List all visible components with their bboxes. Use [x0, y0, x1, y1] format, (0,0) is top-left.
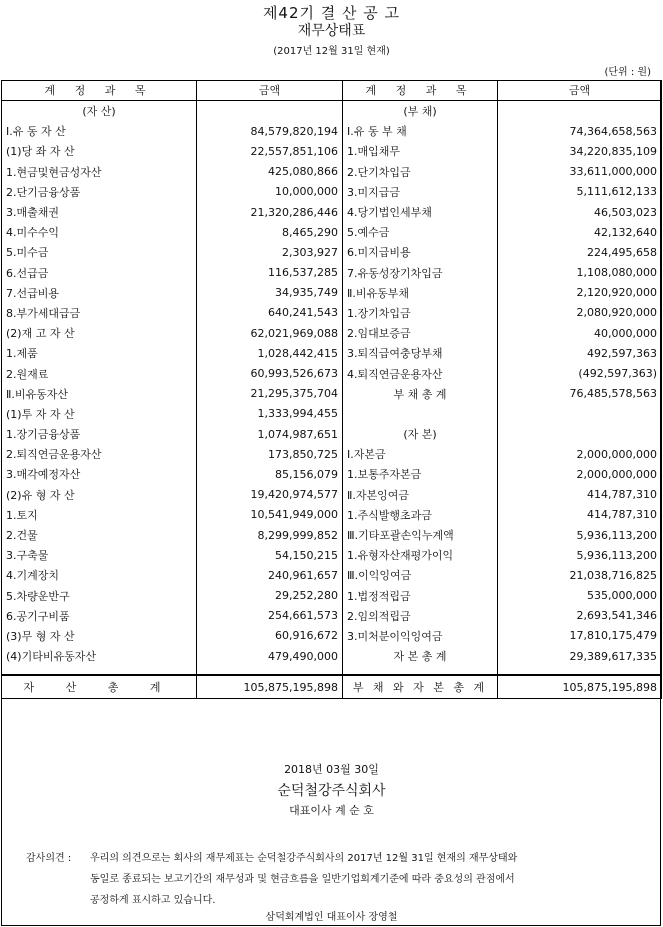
amount-left: 34,935,749 — [197, 283, 343, 303]
account-left: 2.건물 — [2, 525, 197, 545]
account-left: 5.차량운반구 — [2, 586, 197, 606]
amount-left: 479,490,000 — [197, 646, 343, 666]
amount-left — [197, 101, 343, 122]
table-row — [2, 404, 662, 424]
account-right: Ⅲ.기타포괄손익누계액 — [343, 525, 498, 545]
account-right: 3.퇴직급여충당부채 — [343, 343, 498, 363]
account-left: 3.구축물 — [2, 545, 197, 565]
table-row — [2, 323, 662, 343]
col-header-account-right: 계 정 과 목 — [343, 80, 498, 101]
notice-date: 2018년 03월 30일 — [284, 763, 379, 776]
table-row — [2, 565, 662, 585]
amount-left: 21,295,375,704 — [197, 384, 343, 404]
amount-right — [498, 424, 662, 444]
amount-right: 17,810,175,479 — [498, 626, 662, 646]
amount-left: 84,579,820,194 — [197, 121, 343, 141]
amount-left: 173,850,725 — [197, 444, 343, 464]
audit-line-1: 우리의 의견으로는 회사의 재무제표는 순덕철강주식회사의 2017년 12월 31일 현재의 재무상태와 — [90, 853, 518, 864]
amount-right: 33,611,000,000 — [498, 162, 662, 182]
account-right: 1.매입채무 — [343, 141, 498, 161]
account-left: 1.현금및현금성자산 — [2, 162, 197, 182]
amount-right: 29,389,617,335 — [498, 646, 662, 666]
amount-left: 1,333,994,455 — [197, 404, 343, 424]
amount-left: 62,021,969,088 — [197, 323, 343, 343]
account-right: 1.장기차입금 — [343, 303, 498, 323]
account-right: Ⅰ.자본금 — [343, 444, 498, 464]
account-left: (4)기타비유동자산 — [2, 646, 197, 666]
amount-right: 2,120,920,000 — [498, 283, 662, 303]
amount-left: 54,150,215 — [197, 545, 343, 565]
amount-right — [498, 101, 662, 122]
amount-left: 1,028,442,415 — [197, 343, 343, 363]
account-left: 6.선급금 — [2, 263, 197, 283]
total-liab-equity-amount: 105,875,195,898 — [498, 675, 662, 699]
auditor-name: 삼덕회계법인 대표이사 장영철 — [265, 912, 398, 923]
col-header-account-left: 계 정 과 목 — [2, 80, 197, 101]
amount-left: 2,303,927 — [197, 242, 343, 262]
statement-date: (2017년 12월 31일 현재) — [273, 46, 390, 57]
amount-right: 535,000,000 — [498, 586, 662, 606]
account-left: 6.공기구비품 — [2, 606, 197, 626]
amount-left: 640,241,543 — [197, 303, 343, 323]
col-header-amount-right: 금액 — [498, 80, 662, 101]
amount-right: 2,000,000,000 — [498, 444, 662, 464]
table-row — [2, 202, 662, 222]
account-right: 4.당기법인세부채 — [343, 202, 498, 222]
account-right — [343, 404, 498, 424]
table-row — [2, 283, 662, 303]
table-row — [2, 586, 662, 606]
account-left: (자 산) — [2, 101, 197, 122]
amount-right: 414,787,310 — [498, 505, 662, 525]
account-left: (2)유 형 자 산 — [2, 485, 197, 505]
table-row — [2, 444, 662, 464]
amount-right: 5,936,113,200 — [498, 545, 662, 565]
account-left: 4.기계장치 — [2, 565, 197, 585]
amount-left: 8,465,290 — [197, 222, 343, 242]
amount-left: 254,661,573 — [197, 606, 343, 626]
amount-right: 21,038,716,825 — [498, 565, 662, 585]
amount-right: 42,132,640 — [498, 222, 662, 242]
amount-left: 19,420,974,577 — [197, 485, 343, 505]
table-row — [2, 606, 662, 626]
amount-left: 22,557,851,106 — [197, 141, 343, 161]
account-left: (1)당 좌 자 산 — [2, 141, 197, 161]
amount-left: 8,299,999,852 — [197, 525, 343, 545]
company-name: 순덕철강주식회사 — [277, 783, 386, 799]
table-row — [2, 162, 662, 182]
amount-left: 425,080,866 — [197, 162, 343, 182]
amount-right: 5,111,612,133 — [498, 182, 662, 202]
account-right: 3.미처분이익잉여금 — [343, 626, 498, 646]
amount-right: 224,495,658 — [498, 242, 662, 262]
account-left: 2.퇴직연금운용자산 — [2, 444, 197, 464]
account-right: 1.유형자산재평가이익 — [343, 545, 498, 565]
account-left: (3)무 형 자 산 — [2, 626, 197, 646]
amount-right: 46,503,023 — [498, 202, 662, 222]
amount-left: 1,074,987,651 — [197, 424, 343, 444]
amount-left: 85,156,079 — [197, 464, 343, 484]
statement-title: 재무상태표 — [297, 23, 366, 39]
account-right: Ⅱ.비유동부채 — [343, 283, 498, 303]
table-row — [2, 485, 662, 505]
amount-right: 74,364,658,563 — [498, 121, 662, 141]
table-row — [2, 263, 662, 283]
amount-left: 21,320,286,446 — [197, 202, 343, 222]
account-right: Ⅰ.유 동 부 채 — [343, 121, 498, 141]
amount-right: 2,080,920,000 — [498, 303, 662, 323]
account-right: 7.유동성장기차입금 — [343, 263, 498, 283]
account-left: 5.미수금 — [2, 242, 197, 262]
unit-label: (단위 : 원) — [604, 67, 651, 78]
audit-opinion — [26, 848, 650, 911]
audit-line-3: 공정하게 표시하고 있습니다. — [90, 895, 216, 906]
total-assets-label: 자 산 총 계 — [2, 675, 197, 699]
table-row — [2, 505, 662, 525]
table-row — [2, 525, 662, 545]
table-row — [2, 242, 662, 262]
amount-left: 60,916,672 — [197, 626, 343, 646]
notice-title: 제42기 결 산 공 고 — [262, 4, 401, 22]
amount-left: 116,537,285 — [197, 263, 343, 283]
table-row — [2, 101, 662, 122]
account-left: Ⅰ.유 동 자 산 — [2, 121, 197, 141]
account-right: 4.퇴직연금운용자산 — [343, 363, 498, 383]
account-right: 3.미지급금 — [343, 182, 498, 202]
account-right: 1.법정적립금 — [343, 586, 498, 606]
account-right: 1.주식발행초과금 — [343, 505, 498, 525]
table-row — [2, 343, 662, 363]
account-left: 1.제품 — [2, 343, 197, 363]
amount-right: 76,485,578,563 — [498, 384, 662, 404]
account-right: 2.임의적립금 — [343, 606, 498, 626]
account-right: 2.단기차입금 — [343, 162, 498, 182]
amount-left: 29,252,280 — [197, 586, 343, 606]
account-left: 1.장기금융상품 — [2, 424, 197, 444]
account-left: 7.선급비용 — [2, 283, 197, 303]
table-row — [2, 626, 662, 646]
amount-right: 2,693,541,346 — [498, 606, 662, 626]
spacer-row — [2, 666, 662, 675]
account-left: 3.매출채권 — [2, 202, 197, 222]
account-right: 2.임대보증금 — [343, 323, 498, 343]
amount-right: 2,000,000,000 — [498, 464, 662, 484]
account-left: 8.부가세대급금 — [2, 303, 197, 323]
table-row — [2, 182, 662, 202]
audit-label: 감사의견 : — [26, 853, 72, 864]
amount-right — [498, 404, 662, 424]
amount-left: 60,993,526,673 — [197, 363, 343, 383]
table-row — [2, 303, 662, 323]
table-row — [2, 545, 662, 565]
amount-right: 40,000,000 — [498, 323, 662, 343]
table-row — [2, 646, 662, 666]
account-right: 6.미지급비용 — [343, 242, 498, 262]
account-right: (자 본) — [343, 424, 498, 444]
amount-right: 5,936,113,200 — [498, 525, 662, 545]
total-assets-amount: 105,875,195,898 — [197, 675, 343, 699]
account-right: 5.예수금 — [343, 222, 498, 242]
amount-right: 492,597,363 — [498, 343, 662, 363]
audit-line-2: 동일로 종료되는 보고기간의 재무성과 및 현금흐름을 일반기업회계기준에 따라 중요성의 관점에서 — [90, 874, 515, 885]
total-liab-equity-label: 부 채 와 자 본 총 계 — [343, 675, 498, 699]
account-left: 3.매각예정자산 — [2, 464, 197, 484]
account-left: (1)투 자 자 산 — [2, 404, 197, 424]
totals-row — [2, 675, 662, 699]
amount-left: 10,541,949,000 — [197, 505, 343, 525]
account-right: Ⅲ.이익잉여금 — [343, 565, 498, 585]
amount-right: 34,220,835,109 — [498, 141, 662, 161]
account-left: 2.원재료 — [2, 363, 197, 383]
ceo-name: 대표이사 계 순 호 — [289, 804, 374, 817]
account-left: 1.토지 — [2, 505, 197, 525]
table-row — [2, 464, 662, 484]
account-left: 2.단기금융상품 — [2, 182, 197, 202]
amount-right: 1,108,080,000 — [498, 263, 662, 283]
account-left: Ⅱ.비유동자산 — [2, 384, 197, 404]
account-right: (부 채) — [343, 101, 498, 122]
table-row — [2, 222, 662, 242]
amount-left: 10,000,000 — [197, 182, 343, 202]
table-row — [2, 141, 662, 161]
table-row — [2, 363, 662, 383]
account-right: 부 채 총 계 — [343, 384, 498, 404]
amount-left: 240,961,657 — [197, 565, 343, 585]
account-right: Ⅱ.자본잉여금 — [343, 485, 498, 505]
account-right: 자 본 총 계 — [343, 646, 498, 666]
table-row — [2, 384, 662, 404]
amount-right: 414,787,310 — [498, 485, 662, 505]
table-row — [2, 424, 662, 444]
account-left: (2)재 고 자 산 — [2, 323, 197, 343]
table-header-row — [2, 80, 662, 101]
table-row — [2, 121, 662, 141]
account-left: 4.미수수익 — [2, 222, 197, 242]
balance-sheet-table — [1, 80, 662, 699]
col-header-amount-left: 금액 — [197, 80, 343, 101]
amount-right: (492,597,363) — [498, 363, 662, 383]
account-right: 1.보통주자본금 — [343, 464, 498, 484]
